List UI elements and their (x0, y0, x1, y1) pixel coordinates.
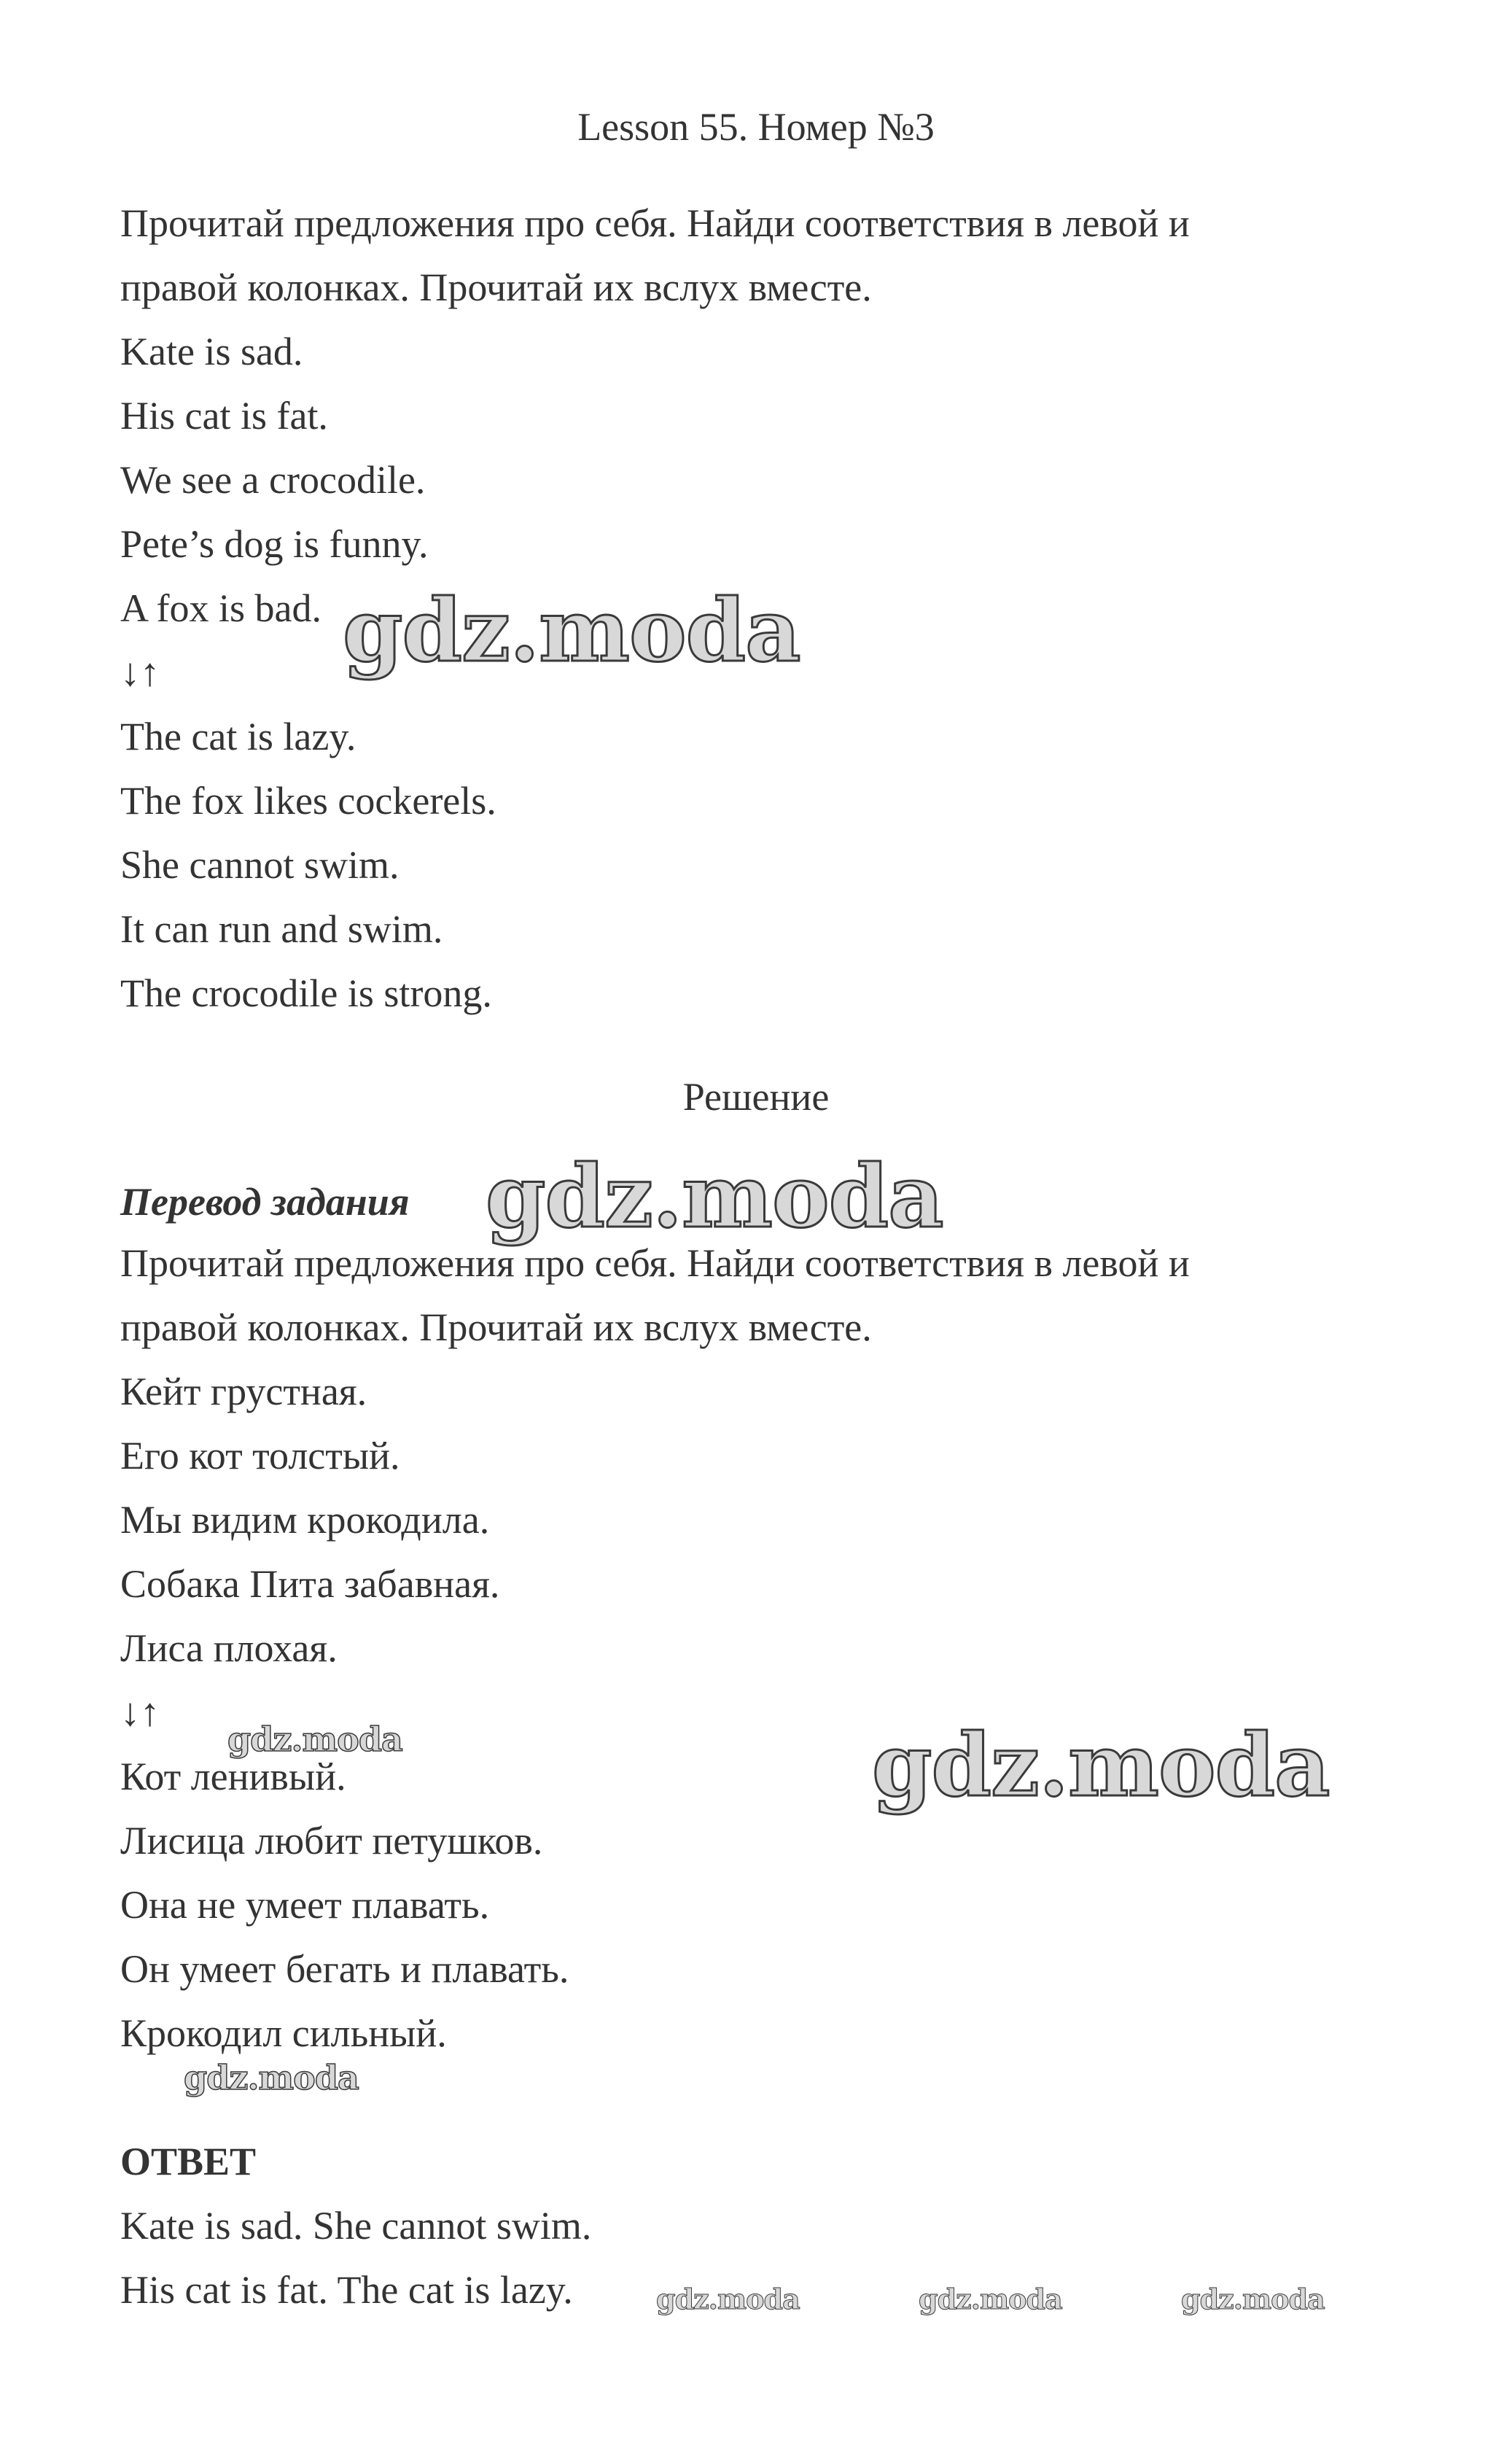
translation-instruction-line-2: правой колонках. Прочитай их вслух вместе. (120, 1305, 872, 1349)
translation-right-item-1: Кот ленивый. (120, 1755, 346, 1798)
task-left-item-4: Pete’s dog is funny. (120, 522, 429, 566)
translation-left-item-5: Лиса плохая. (120, 1626, 338, 1670)
watermark: gdz.moda (1181, 2283, 1325, 2315)
task-left-item-5: A fox is bad. (120, 586, 322, 630)
answer-line-1: Kate is sad. She cannot swim. (120, 2204, 592, 2248)
translation-instruction-line-1: Прочитай предложения про себя. Найди соответствия в левой и (120, 1241, 1190, 1285)
translation-left-item-3: Мы видим крокодила. (120, 1498, 490, 1542)
task-right-item-1: The cat is lazy. (120, 715, 356, 758)
watermark: gdz.moda (486, 1146, 943, 1247)
watermark: gdz.moda (919, 2283, 1062, 2315)
solution-heading: Решение (682, 1075, 830, 1119)
task-right-item-2: The fox likes cockerels. (120, 779, 496, 823)
answer-line-2: His cat is fat. The cat is lazy. (120, 2268, 573, 2312)
task-instruction-line-2: правой колонках. Прочитай их вслух вместе. (120, 265, 872, 309)
translation-left-item-2: Его кот толстый. (120, 1434, 400, 1477)
answer-heading: ОТВЕТ (120, 2140, 257, 2183)
task-right-item-5: The crocodile is strong. (120, 971, 492, 1015)
watermark: gdz.moda (872, 1714, 1330, 1816)
translation-heading: Перевод задания (120, 1180, 410, 1224)
watermark: gdz.moda (656, 2283, 800, 2315)
task-right-item-4: It can run and swim. (120, 907, 443, 951)
watermark: gdz.moda (343, 580, 800, 681)
task-instruction-line-1: Прочитай предложения про себя. Найди соответствия в левой и (120, 201, 1190, 245)
translation-left-item-1: Кейт грустная. (120, 1370, 367, 1413)
translation-right-item-4: Он умеет бегать и плавать. (120, 1947, 569, 1991)
task-arrows: ↓↑ (120, 650, 160, 694)
task-left-item-1: Kate is sad. (120, 330, 303, 373)
translation-right-item-3: Она не умеет плавать. (120, 1883, 490, 1927)
translation-right-item-5: Крокодил сильный. (120, 2011, 447, 2055)
watermark: gdz.moda (227, 1720, 402, 1759)
translation-left-item-4: Собака Пита забавная. (120, 1562, 500, 1606)
watermark: gdz.moda (184, 2058, 359, 2097)
task-right-item-3: She cannot swim. (120, 843, 400, 887)
task-left-item-3: We see a crocodile. (120, 458, 426, 502)
translation-right-item-2: Лисица любит петушков. (120, 1819, 543, 1863)
translation-arrows: ↓↑ (120, 1690, 160, 1734)
page-title: Lesson 55. Номер №3 (577, 105, 935, 149)
task-left-item-2: His cat is fat. (120, 394, 328, 438)
